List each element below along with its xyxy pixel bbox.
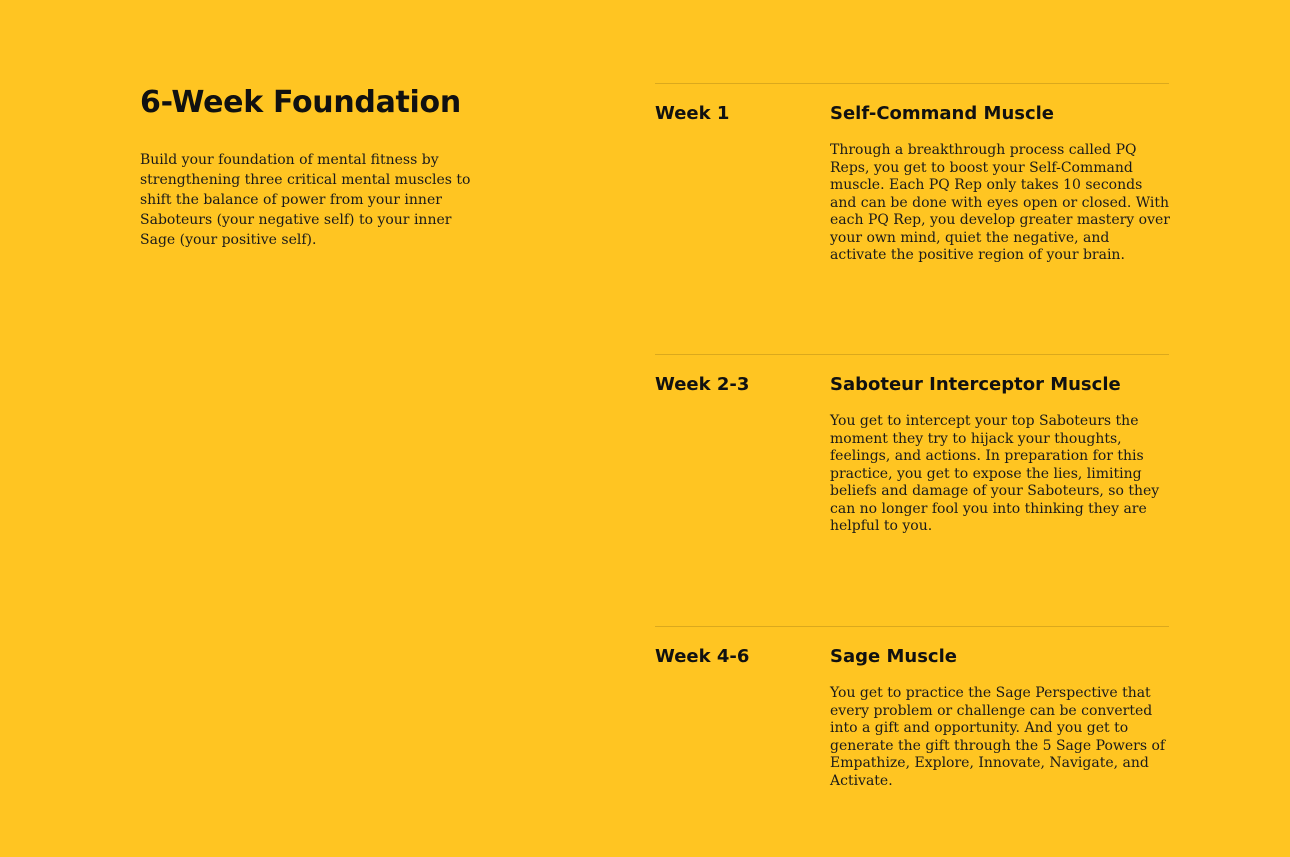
week-row-1 (655, 83, 1170, 263)
week-content (830, 102, 1170, 265)
week-title: Saboteur Interceptor Muscle (830, 374, 1121, 395)
week-content (830, 373, 1170, 536)
week-title: Sage Muscle (830, 646, 957, 667)
week-description: Through a breakthrough process called PQ Reps, you get to boost your Self-Command muscle. Each PQ Rep only takes 10 seconds and can be done with eyes open or closed. With each PQ Rep, you develop greater mastery over your own mind, quiet the negative, and activate the positive region of your brain. (830, 142, 1170, 263)
page-title: 6-Week Foundation (140, 85, 461, 120)
week-description: You get to intercept your top Saboteurs the moment they try to hijack your thoughts, feelings, and actions. In preparation for this practice, you get to expose the lies, limiting beliefs and damage of your Saboteurs, so they can no longer fool you into thinking they are helpful to you. (830, 413, 1160, 534)
week-title: Self-Command Muscle (830, 103, 1055, 124)
week-row-4-6 (655, 626, 1169, 789)
week-label: Week 2-3 (655, 374, 750, 395)
intro-section (140, 82, 485, 250)
week-content (830, 645, 1170, 790)
week-description: You get to practice the Sage Perspective that every problem or challenge can be converted into a gift and opportunity. And you get to generate the gift through the 5 Sage Powers of Empathize, Explore, Innovate, Navigate, and Activate. (830, 685, 1166, 789)
week-label: Week 1 (655, 103, 730, 124)
week-row-2-3 (655, 354, 1169, 534)
intro-description: Build your foundation of mental fitness by strengthening three critical mental muscles to shift the balance of power from your inner Saboteurs (your negative self) to your inner Sage (your positive self). (140, 152, 471, 248)
week-label: Week 4-6 (655, 646, 750, 667)
